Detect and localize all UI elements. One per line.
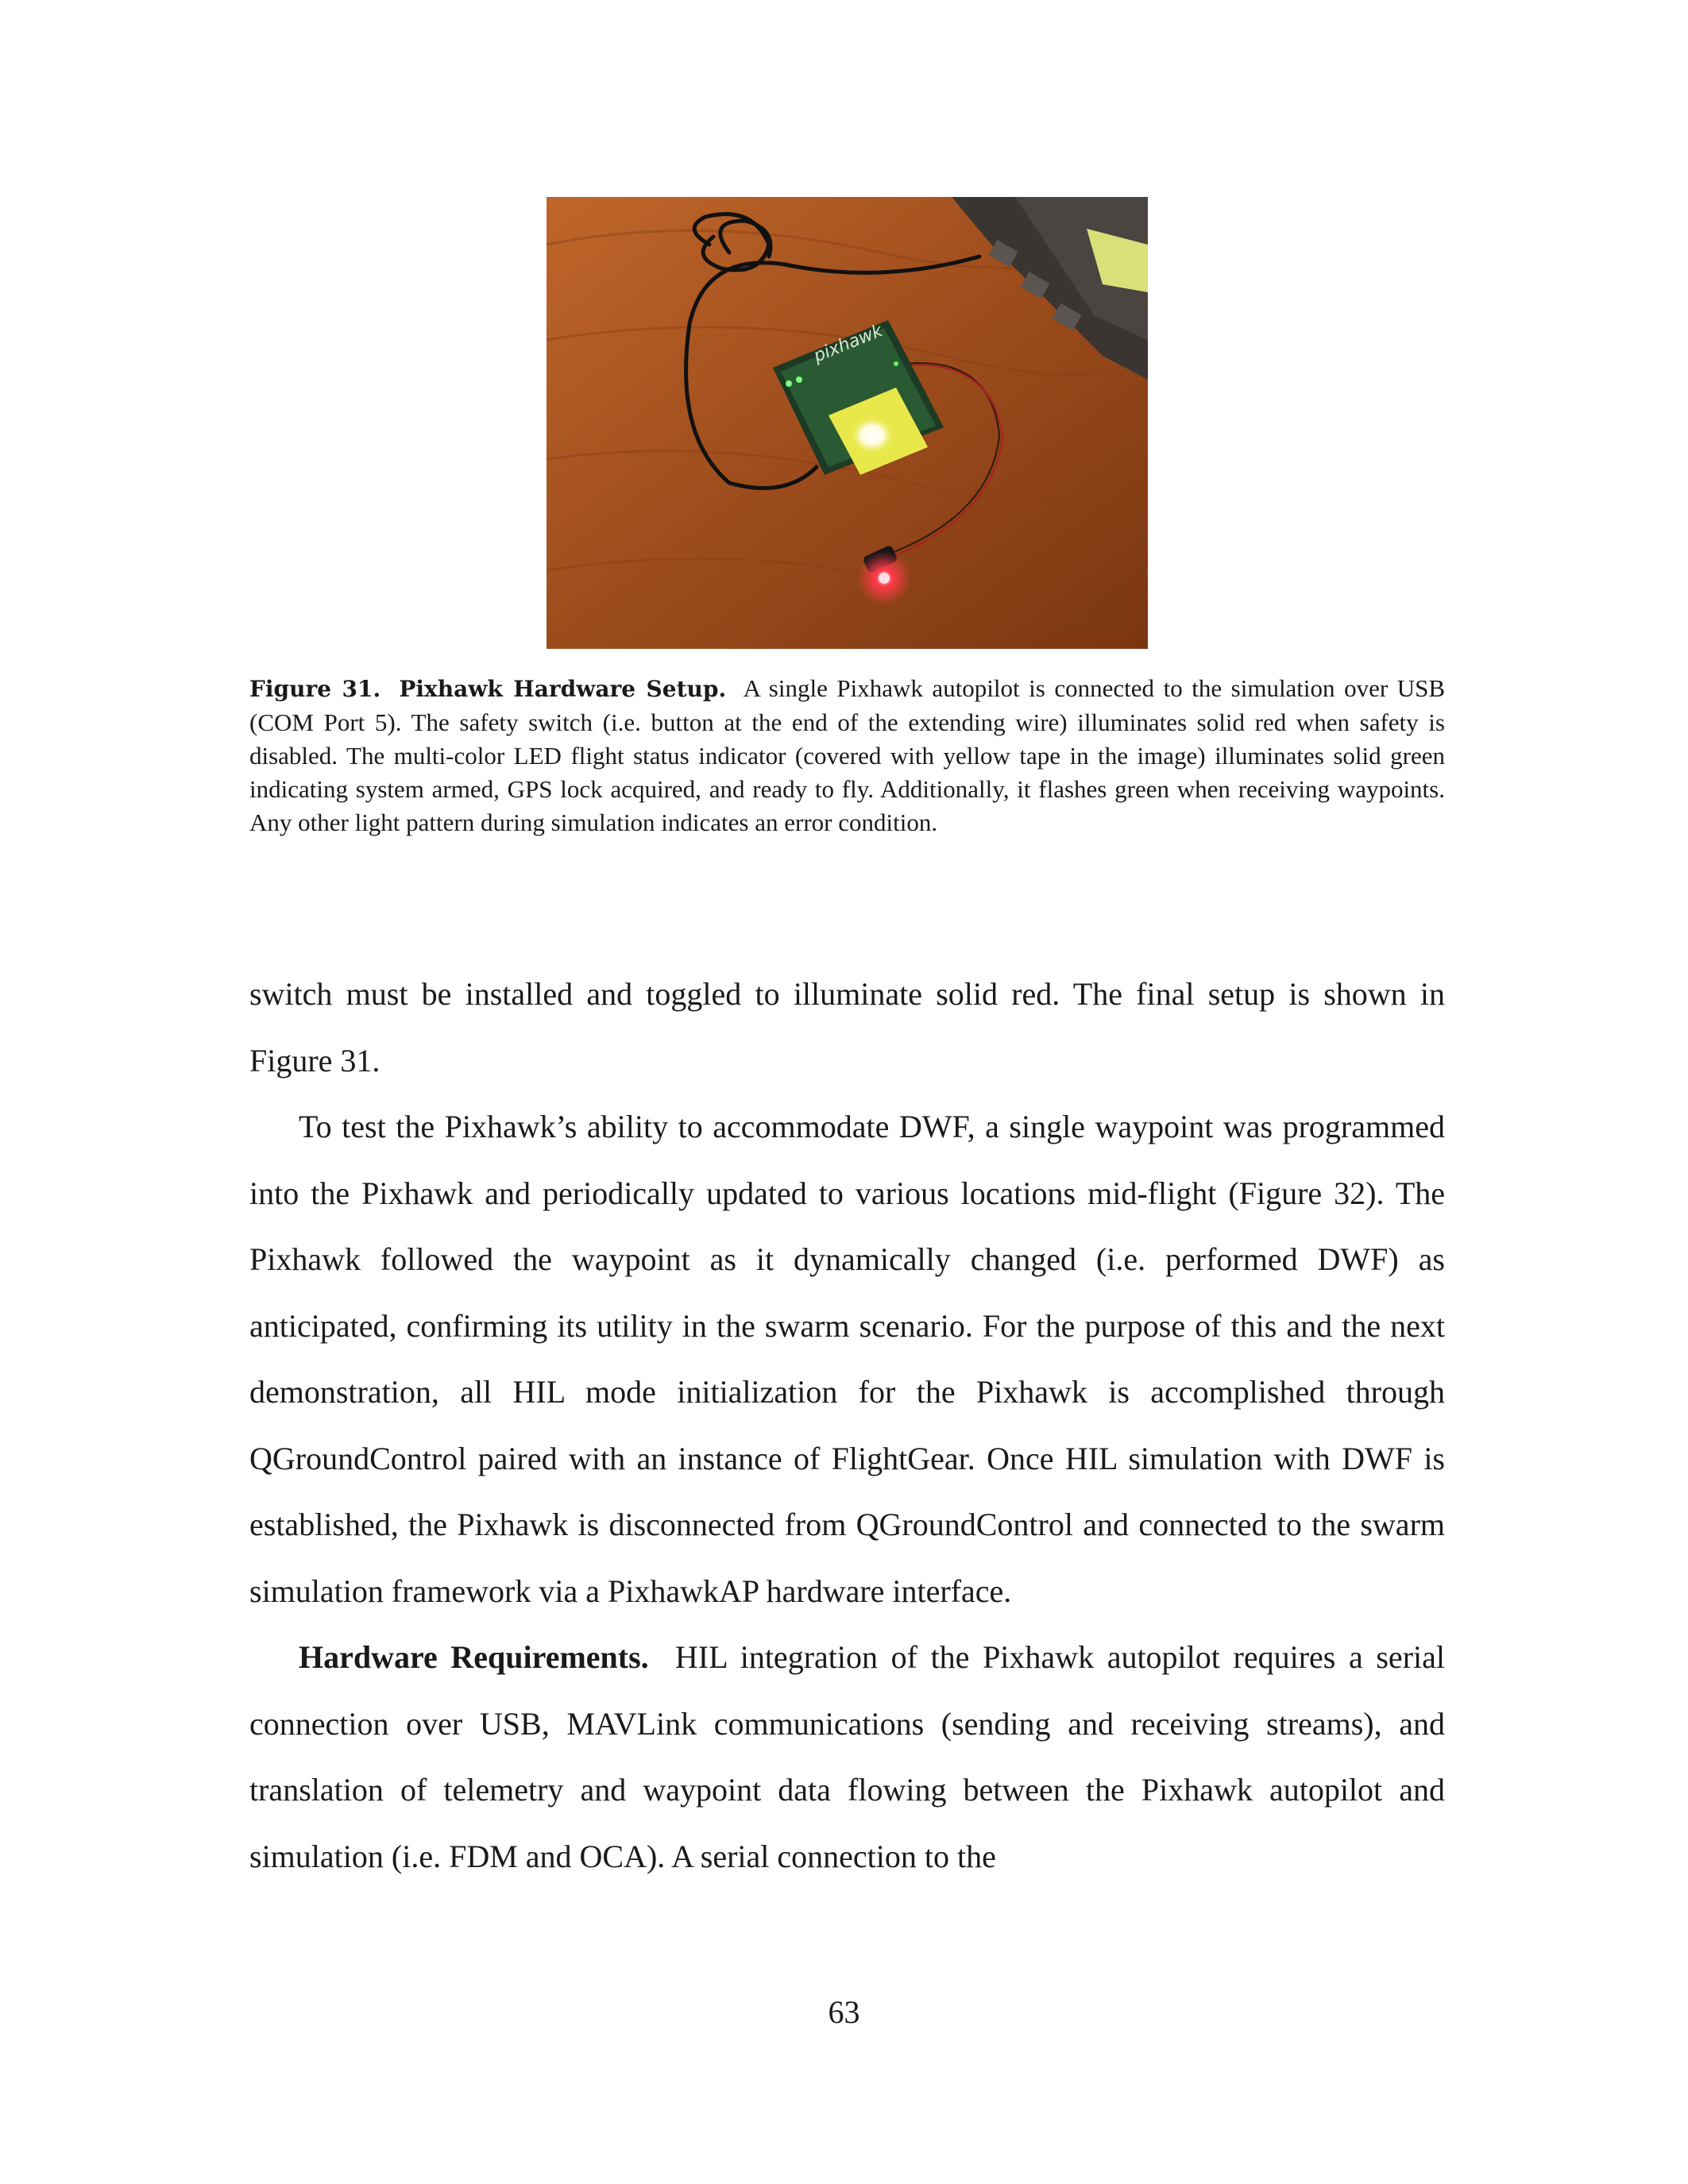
pixhawk-label: pixhawk	[810, 321, 886, 367]
paragraph-2: To test the Pixhawk’s ability to accommodate DWF, a single waypoint was programmed into the Pixhawk and periodically updated to various locations mid-flight (Figure 32). The Pixhawk followed the waypoint as it dynamically changed (i.e. performed DWF) as anticipated, confirming its utility in the swarm scenario. For the purpose of this and the next demonstration, all HIL mode initialization for the Pixhawk is accomplished through QGroundControl paired with an instance of FlightGear. Once HIL simulation with DWF is established, the Pixhawk is disconnected from QGroundControl and connected to the swarm simulation framework via a PixhawkAP hardware interface.	[249, 1109, 1445, 1609]
body-text	[249, 961, 1445, 1889]
paragraph-1: switch must be installed and toggled to illuminate solid red. The final setup is shown in Figure 31.	[249, 976, 1445, 1078]
pixhawk-photo	[547, 197, 1148, 649]
page-number: 63	[828, 1994, 860, 2030]
figure-caption	[249, 672, 1445, 839]
caption-text: A single Pixhawk autopilot is connected to the simulation over USB (COM Port 5). The safety switch (i.e. button at the end of the extending wire) illuminates solid red when safety is disabled. The multi-color LED flight status indicator (covered with yellow tape in the image) illuminates solid green indicating system armed, GPS lock acquired, and ready to fly. Additionally, it flashes green when receiving waypoints. Any other light pattern during simulation indicates an error condition.	[249, 674, 1446, 836]
caption-label: Figure 31.	[249, 676, 381, 702]
paragraph-3	[249, 1624, 1445, 1889]
paragraph-3-text: HIL integration of the Pixhawk autopilot requires a serial connection over USB, MAVLink communications (sending and receiving streams), and translation of telemetry and waypoint data flowing between the Pixhawk autopilot and simulation (i.e. FDM and OCA). A serial connection to the	[249, 1639, 1445, 1874]
caption-title: Pixhawk Hardware Setup.	[399, 676, 727, 702]
section-heading: Hardware Requirements.	[299, 1639, 649, 1675]
